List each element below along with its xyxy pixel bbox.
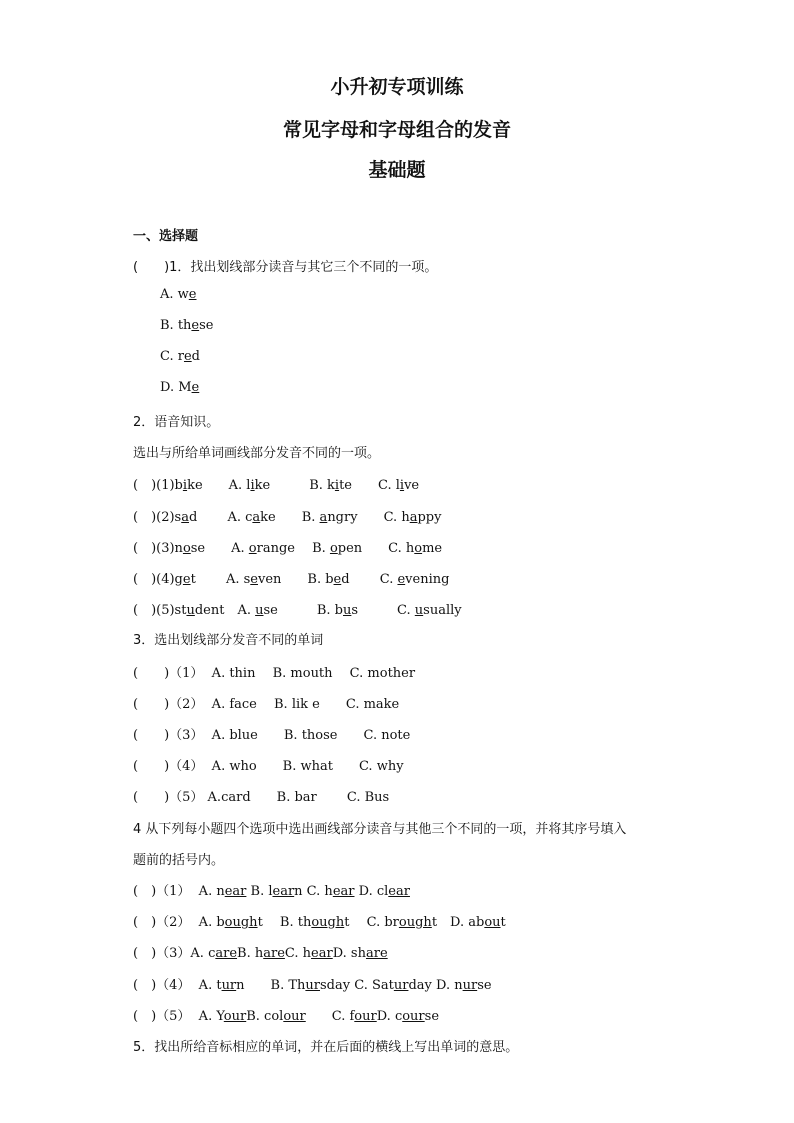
title-line-2: 常见字母和字母组合的发音 xyxy=(282,119,511,141)
q4-title-line-2: 题前的括号内。 xyxy=(133,853,225,868)
q1-option: C. red xyxy=(160,349,200,364)
q1-stem: ( )1．找出划线部分读音与其它三个不同的一项。 xyxy=(133,260,438,275)
q3-row: ( )（3） A. blue B. those C. note xyxy=(133,728,411,743)
title-line-1: 小升初专项训练 xyxy=(330,76,464,98)
q4-row: ( )（4） A. turn B. Thursday C. Saturday D. nurse xyxy=(133,978,492,993)
q1-option: A. we xyxy=(160,287,197,302)
q2-row: ( )(1)bike A. like B. kite C. live xyxy=(133,478,420,493)
q3-row: ( )（5） A.card B. bar C. Bus xyxy=(133,790,390,805)
q3-row: ( )（4） A. who B. what C. why xyxy=(133,759,404,774)
q2-row: ( )(4)get A. seven B. bed C. evening xyxy=(133,572,450,587)
title-line-3: 基础题 xyxy=(368,159,426,181)
q1-option: D. Me xyxy=(160,380,200,395)
q5-title: 5．找出所给音标相应的单词，并在后面的横线上写出单词的意思。 xyxy=(133,1040,519,1055)
q3-title: 3．选出划线部分发音不同的单词 xyxy=(133,633,324,648)
q4-row: ( )（5） A. YourB. colour C. fourD. course xyxy=(133,1009,440,1024)
q2-row: ( )(3)nose A. orange B. open C. home xyxy=(133,541,443,556)
q4-row: ( )（1） A. near B. learn C. hear D. clear xyxy=(133,884,410,899)
section-heading: 一、选择题 xyxy=(133,229,199,244)
q2-row: ( )(5)student A. use B. bus C. usually xyxy=(133,603,462,618)
q1-option: B. these xyxy=(160,318,214,333)
q3-row: ( )（2） A. face B. lik e C. make xyxy=(133,697,400,712)
q2-row: ( )(2)sad A. cake B. angry C. happy xyxy=(133,510,442,525)
q4-row: ( )（2） A. bought B. thought C. brought D. about xyxy=(133,915,506,930)
q4-row: ( )（3）A. careB. hareC. hearD. share xyxy=(133,946,388,961)
q2-instruction: 选出与所给单词画线部分发音不同的一项。 xyxy=(133,446,381,461)
q2-title: 2．语音知识。 xyxy=(133,415,220,430)
q4-title-line-1: 4 从下列每小题四个选项中选出画线部分读音与其他三个不同的一项，并将其序号填入 xyxy=(133,822,627,837)
q3-row: ( )（1） A. thin B. mouth C. mother xyxy=(133,666,416,681)
